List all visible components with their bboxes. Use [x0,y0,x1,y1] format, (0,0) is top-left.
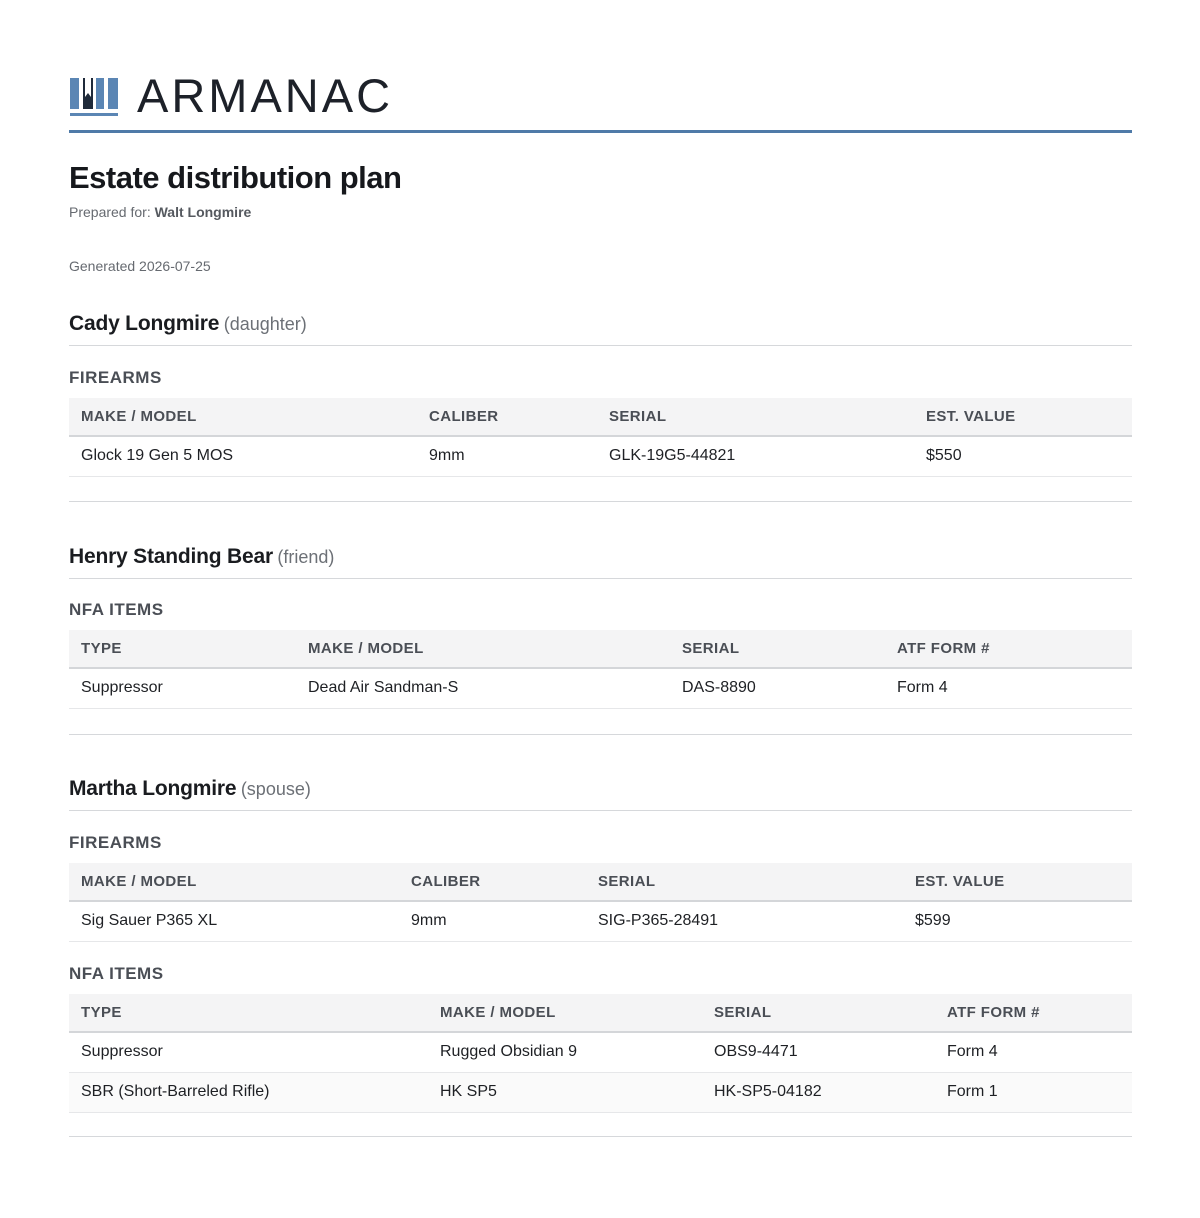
table-header-row [69,630,1132,668]
table-row [69,901,1132,941]
header-rule [69,130,1132,133]
beneficiary-heading [69,312,1132,346]
beneficiary-relation: (friend) [277,547,335,567]
table-header-row [69,863,1132,901]
column-header: TYPE [69,994,428,1032]
brand-name: ARMANAC [137,69,394,122]
column-header: MAKE / MODEL [69,398,417,436]
section-divider [69,501,1132,502]
column-header: MAKE / MODEL [428,994,702,1032]
beneficiary-heading [69,777,1132,811]
table-header-row [69,994,1132,1032]
table-cell: Suppressor [69,1032,428,1072]
generated-date: Generated 2026-07-25 [69,258,211,274]
column-header: CALIBER [417,398,597,436]
prepared-for-label: Prepared for: [69,204,151,220]
table-cell: HK SP5 [428,1072,702,1112]
table-row [69,1032,1132,1072]
column-header: ATF FORM # [935,994,1132,1032]
category-label-firearms: FIREARMS [69,368,162,387]
category-label-firearms: FIREARMS [69,833,162,852]
column-header: SERIAL [597,398,914,436]
nfa-items-table [69,630,1132,709]
beneficiary-relation: (spouse) [240,779,311,799]
category-label-nfa: NFA ITEMS [69,964,164,983]
firearms-table [69,863,1132,942]
prepared-for [69,204,251,220]
column-header: SERIAL [670,630,885,668]
table-cell: SIG-P365-28491 [586,901,903,941]
beneficiary-heading [69,545,1132,579]
table-cell: Form 4 [885,668,1132,708]
prepared-for-name: Walt Longmire [154,204,252,220]
table-cell: Dead Air Sandman-S [296,668,670,708]
table-cell: 9mm [399,901,586,941]
beneficiary-name: Henry Standing Bear [69,545,273,568]
table-cell: 9mm [417,436,597,476]
firearms-table [69,398,1132,477]
nfa-items-table [69,994,1132,1113]
table-cell: OBS9-4471 [702,1032,935,1072]
table-cell: $550 [914,436,1132,476]
category-label-nfa: NFA ITEMS [69,600,164,619]
column-header: ATF FORM # [885,630,1132,668]
table-cell: Form 4 [935,1032,1132,1072]
column-header: TYPE [69,630,296,668]
table-cell: Suppressor [69,668,296,708]
column-header: SERIAL [586,863,903,901]
table-cell: Rugged Obsidian 9 [428,1032,702,1072]
table-header-row [69,398,1132,436]
table-row [69,1072,1132,1112]
column-header: EST. VALUE [903,863,1132,901]
column-header: CALIBER [399,863,586,901]
column-header: MAKE / MODEL [296,630,670,668]
table-cell: HK-SP5-04182 [702,1072,935,1112]
section-divider [69,734,1132,735]
table-cell: Form 1 [935,1072,1132,1112]
section-divider [69,1136,1132,1137]
table-cell: DAS-8890 [670,668,885,708]
column-header: EST. VALUE [914,398,1132,436]
table-row [69,668,1132,708]
table-row [69,436,1132,476]
bookshelf-logo-icon [69,75,119,117]
beneficiary-name: Cady Longmire [69,312,220,335]
column-header: SERIAL [702,994,935,1032]
table-cell: GLK-19G5-44821 [597,436,914,476]
beneficiary-name: Martha Longmire [69,777,237,800]
brand-header [69,69,394,122]
column-header: MAKE / MODEL [69,863,399,901]
table-cell: SBR (Short-Barreled Rifle) [69,1072,428,1112]
table-cell: Sig Sauer P365 XL [69,901,399,941]
table-cell: $599 [903,901,1132,941]
table-cell: Glock 19 Gen 5 MOS [69,436,417,476]
beneficiary-relation: (daughter) [223,314,307,334]
page-title: Estate distribution plan [69,160,402,195]
